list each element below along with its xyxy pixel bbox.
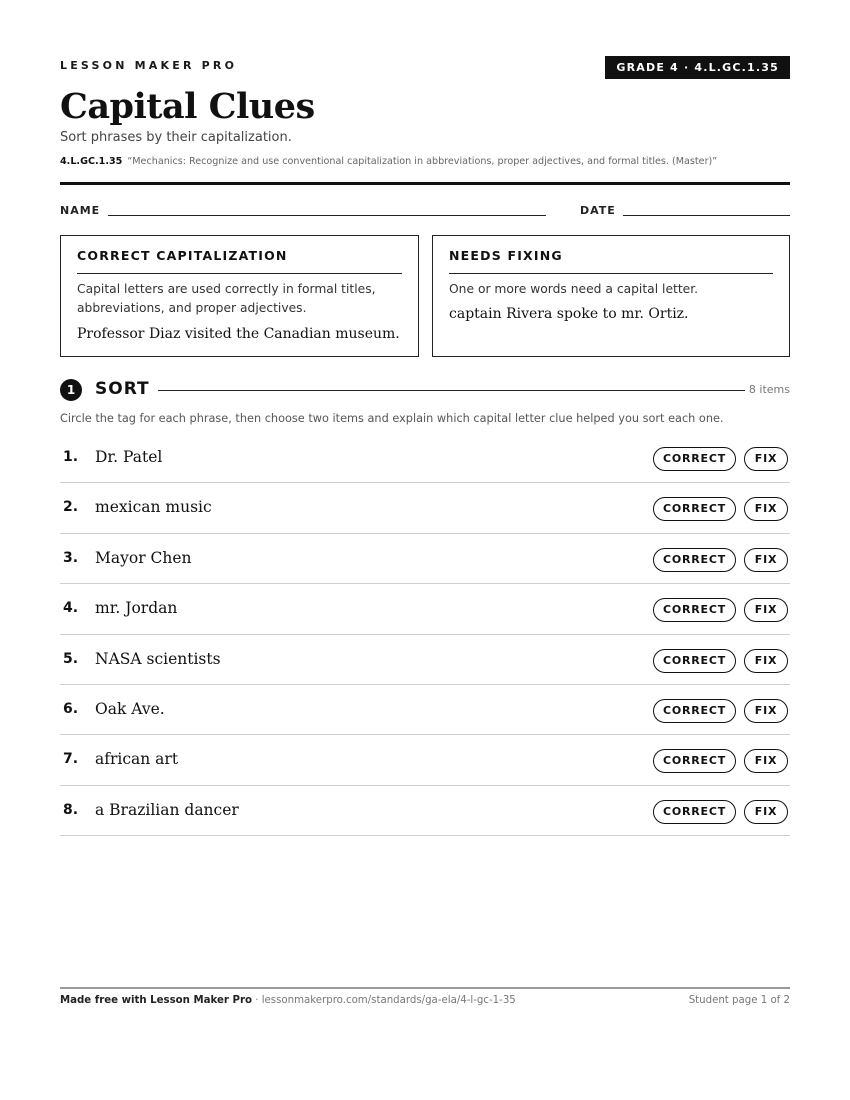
- footer-credit: Made free with Lesson Maker Pro · lessonmakerpro.com/standards/ga-ela/4-l-gc-1-35: [60, 995, 516, 1006]
- list-item: [60, 534, 790, 584]
- correct-box-example: Professor Diaz visited the Canadian museum.: [77, 326, 400, 342]
- correct-tag[interactable]: CORRECT: [653, 598, 736, 622]
- date-label: DATE: [580, 204, 616, 217]
- footer-url[interactable]: lessonmakerpro.com/standards/ga-ela/4-l-gc-1-35: [261, 995, 516, 1006]
- fix-tag[interactable]: FIX: [744, 497, 788, 521]
- fixing-box-heading: NEEDS FIXING: [449, 248, 773, 274]
- list-item: [60, 635, 790, 685]
- fix-tag[interactable]: FIX: [744, 649, 788, 673]
- item-phrase: a Brazilian dancer: [95, 800, 239, 819]
- list-item: [60, 685, 790, 735]
- item-number: 5.: [63, 650, 79, 667]
- item-number: 7.: [63, 751, 79, 768]
- standard-description: “Mechanics: Recognize and use conventional capitalization in abbreviations, proper adjectives, and formal titles. (Master)”: [127, 156, 718, 167]
- footer-made-with: Made free with Lesson Maker Pro: [60, 995, 252, 1006]
- item-phrase: mr. Jordan: [95, 599, 178, 618]
- section-number-badge: 1: [60, 379, 82, 401]
- footer-divider: [60, 987, 790, 989]
- item-number: 4.: [63, 600, 79, 617]
- correct-tag[interactable]: CORRECT: [653, 649, 736, 673]
- correct-box-description: Capital letters are used correctly in formal titles, abbreviations, and proper adjectives.: [77, 282, 376, 315]
- standard-line: [60, 156, 790, 167]
- fix-tag[interactable]: FIX: [744, 699, 788, 723]
- section-header: [60, 378, 790, 402]
- top-bar: [60, 56, 790, 80]
- item-phrase: NASA scientists: [95, 649, 221, 668]
- correct-tag[interactable]: CORRECT: [653, 699, 736, 723]
- correct-tag[interactable]: CORRECT: [653, 800, 736, 824]
- item-number: 8.: [63, 801, 79, 818]
- fix-tag[interactable]: FIX: [744, 800, 788, 824]
- list-item: [60, 786, 790, 836]
- item-phrase: Dr. Patel: [95, 448, 163, 466]
- list-item: [60, 433, 790, 483]
- section-title: SORT: [95, 379, 150, 399]
- section-rule: [158, 390, 745, 391]
- page-subtitle: Sort phrases by their capitalization.: [60, 130, 292, 145]
- fixing-box-description: One or more words need a capital letter.: [449, 282, 699, 296]
- correct-tag[interactable]: CORRECT: [653, 497, 736, 521]
- item-list: [60, 433, 790, 836]
- fix-tag[interactable]: FIX: [744, 598, 788, 622]
- item-count: 8 items: [748, 383, 790, 396]
- item-number: 3.: [63, 549, 79, 566]
- header-divider: [60, 182, 790, 185]
- correct-tag[interactable]: CORRECT: [653, 447, 736, 471]
- item-phrase: mexican music: [95, 498, 212, 517]
- date-field[interactable]: [623, 215, 790, 216]
- fix-tag[interactable]: FIX: [744, 749, 788, 773]
- correct-capitalization-box: [60, 235, 419, 357]
- name-field[interactable]: [108, 215, 546, 216]
- section-instruction: Circle the tag for each phrase, then choose two items and explain which capital letter clue helped you sort each one.: [60, 412, 724, 425]
- fix-tag[interactable]: FIX: [744, 548, 788, 572]
- list-item: [60, 735, 790, 785]
- page-number: Student page 1 of 2: [688, 995, 790, 1006]
- correct-tag[interactable]: CORRECT: [653, 548, 736, 572]
- list-item: [60, 584, 790, 634]
- name-label: NAME: [60, 204, 101, 217]
- student-fields: [60, 203, 790, 219]
- fix-tag[interactable]: FIX: [744, 447, 788, 471]
- item-phrase: Mayor Chen: [95, 548, 192, 567]
- item-phrase: Oak Ave.: [95, 699, 165, 718]
- item-number: 1.: [63, 449, 79, 465]
- correct-tag[interactable]: CORRECT: [653, 749, 736, 773]
- correct-box-heading: CORRECT CAPITALIZATION: [77, 248, 402, 274]
- needs-fixing-box: [432, 235, 790, 357]
- item-number: 2.: [63, 499, 79, 516]
- standard-code: 4.L.GC.1.35: [60, 156, 123, 167]
- worksheet-page: [60, 0, 790, 1100]
- list-item: [60, 483, 790, 533]
- item-number: 6.: [63, 700, 79, 717]
- item-phrase: african art: [95, 750, 179, 769]
- fixing-box-example: captain Rivera spoke to mr. Ortiz.: [449, 306, 689, 322]
- grade-badge: GRADE 4 · 4.L.GC.1.35: [605, 56, 790, 79]
- page-title: Capital Clues: [60, 86, 315, 127]
- brand-name: LESSON MAKER PRO: [60, 59, 238, 72]
